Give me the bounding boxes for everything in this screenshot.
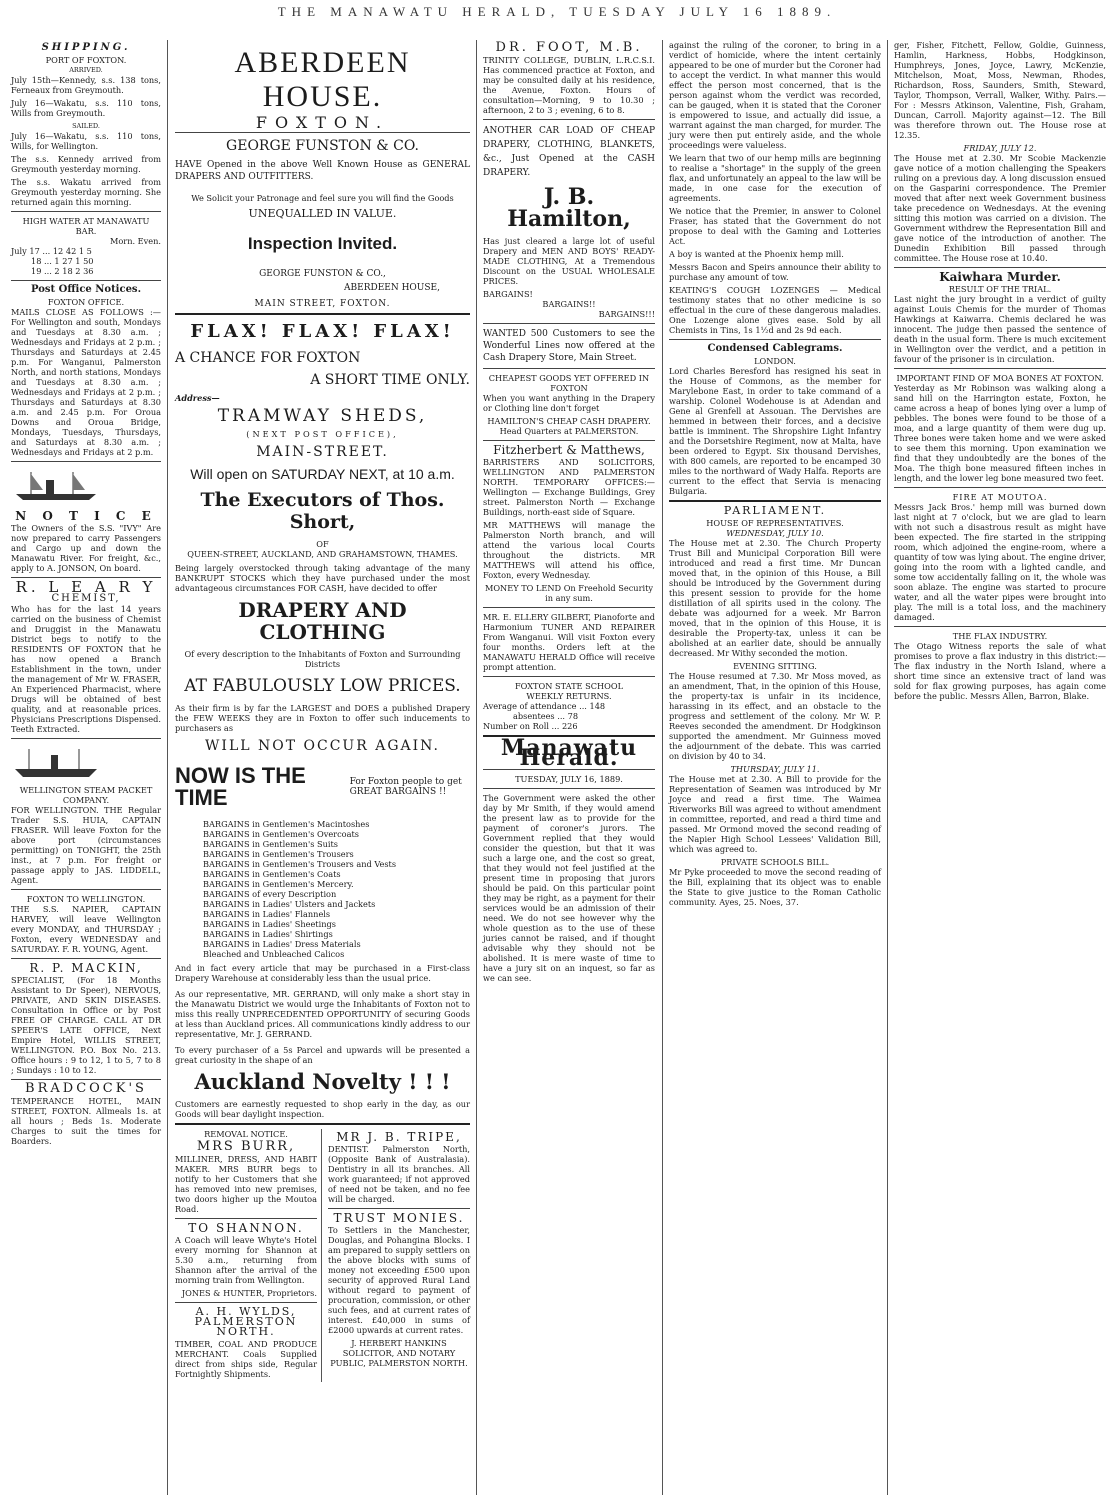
column-rule [476,40,477,1495]
aberdeen-title: ABERDEEN HOUSE. [234,46,411,113]
hamilton-title: J. B. Hamilton, [507,184,631,232]
tripe-body: DENTIST. Palmerston North, (Opposite Bank of Australasia). Dentistry in all its branches. All work guaranteed; if not approved of need not be taken, and no fee will be charged. [328,1144,470,1204]
short-time-text: A SHORT TIME ONLY. [310,372,470,388]
signature-2: ABERDEEN HOUSE, [344,283,440,293]
bradcock-title: BRADCOCK'S [25,1081,147,1096]
divider [483,607,655,608]
not-occur-title: WILL NOT OCCUR AGAIN. [205,738,440,754]
parcel-text: To every purchaser of a 5s Parcel and upwards will be presented a great curiosity in the shape of an [175,1045,470,1065]
head-quarters-text: Head Quarters at PALMERSTON. [499,426,639,436]
napier-title: FOXTON TO WELLINGTON. [26,894,146,904]
of-text: OF [316,539,329,549]
unequalled-text: UNEQUALLED IN VALUE. [248,207,397,220]
cables-title: Condensed Cablegrams. [707,343,843,354]
port-heading: PORT OF FOXTON. [45,55,127,65]
divider [483,119,655,120]
jones-text: JONES & HUNTER, Proprietors. [181,1288,317,1298]
bargain-item: BARGAINS in Gentlemen's Coats [203,869,341,879]
moa-body: Yesterday as Mr Robinson was walking along a sand hill on the Harrington estate, Foxton, he came across a heap of bones lying over a lump of pebbles. The bones were found to be those of a moa, and a large quantity of them were dug up. Three bones were taken home and we were asked to see them this morning. Upon examination we find that they undoubtedly are the bones of the Moa. The thigh bone measured fifteen inches in length, and the lower leg bone measured two feet. [894,383,1106,483]
friday-heading: FRIDAY, JULY 12. [963,143,1037,153]
divider [483,440,655,441]
bargain-item: BARGAINS in Gentlemen's Overcoats [203,829,359,839]
thursday-body: The House met at 2.30. A Bill to provide for the Representation of Seamen was introduced by Mr Joyce and read a first time. The Waimea Riverworks Bill was agreed to without amendment in committee, reported, and read a third time and passed. Mr Ormond moved the second reading of the Napier High School Lessees' Validation Bill, which was agreed to. [669,774,881,854]
divider [483,788,655,789]
high-water-row: 19 ... 2 18 2 36 [31,266,94,276]
school-sub: WEEKLY RETURNS. [526,691,612,701]
trust-body: To Settlers in the Manchester, Douglas, and Pohangina Blocks. I am prepared to supply settlers on the above blocks with sums of money not exceeding £500 upon security of approved Rural Land without regard to payment of procuration, commission, or other such fees, and at current rates of interest. £40,000 in sums of £2000 upwards at current rates. [328,1225,470,1335]
coach-text: A Coach will leave Whyte's Hotel every morning for Shannon at 5.30 a.m., returning from Shannon after the arrival of the morning train from Wellington. [175,1235,317,1285]
solicit-text: We Solicit your Patronage and feel sure you will find the Goods [191,193,454,203]
london-heading: LONDON. [754,356,796,366]
bargains-1: BARGAINS! [483,289,533,299]
bargain-item: BARGAINS in Gentlemen's Mercery. [203,879,354,889]
arrival-1: July 15th—Kennedy, s.s. 138 tons, Ferneaux from Greymouth. [11,75,161,95]
coroner-text: against the ruling of the coroner, to bring in a verdict of homicide, where the intent certainly appeared to be one of murder but the Coroner had to accept the verdict. In what manner this would effect the person most concerned, that is the person against whom the verdict was recorded, can be gauged, when it is stated that the Coroner is empowered to issue, and actually did issue, a warrant against the man charged, for murder. The jury were then put entirely aside, and the whole proceedings were valueless. [669,40,881,150]
column-4 [664,40,886,1495]
thursday-heading: THURSDAY, JULY 11. [730,764,820,774]
chance-text: A CHANCE FOR FOXTON [175,350,361,366]
arrival-2: July 16—Wakatu, s.s. 110 tons, Wills from Greymouth. [11,98,161,118]
divider [11,958,161,959]
notice-body: The Owners of the S.S. "IVY" Are now prepared to carry Passengers and Cargo up and down the Manawatu River. For freight, &c., apply to A. JONSON, On board. [11,523,161,573]
mackin-title: R. P. MACKIN, [29,961,143,975]
when-want-text: When you want anything in the Drapery or Clothing line don't forget [483,393,655,413]
mails-text: MAILS CLOSE AS FOLLOWS :— For Wellington and south, Mondays and Tuesdays at 8.30 a.m. ; Wednesdays and Fridays at 2 p.m. ; Thursdays and Saturdays at 2.45 p.m. For Wanganui, Palmerston North, and north stations, Mondays and Tuesdays at 8.30 a.m. ; Wednesdays and Fridays at 2 p.m. ; Thursdays and Saturdays at 8.30 a.m. and 2.45 p.m. For Oroua Downs and Oroua Bridge, Mondays, Tuesdays, Thursdays, and Saturdays at 8.30 a.m. ; Wednesdays and Fridays at 2 p.m. [11,307,161,457]
timber-text: TIMBER, COAL AND PRODUCE MERCHANT. Coals Supplied direct from ships side, Regular Fortnightly Shipments. [175,1339,317,1379]
post-office-title: Post Office Notices. [30,284,142,295]
arrived-heading: ARRIVED. [69,66,103,74]
bargains-3: BARGAINS!!! [598,309,655,319]
divider [11,280,161,281]
boy-text: A boy is wanted at the Phoenix hemp mill. [669,249,844,259]
friday-body: The House met at 2.30. Mr Scobie Mackenzie gave notice of a motion challenging the Speakers ruling on a previous day. A long discussion ensued on the Gasparini correspondence. The Premier moved that after next week Government business take precedence on Wednesdays. At the evening sitting this motion was carried on a division. The Government withdrew the Representation Bill and gave notice of the introduction of another. The Dunedin Exhibition Bill passed through committee. The House rose at 10.40. [894,153,1106,263]
shannon-title: TO SHANNON. [188,1221,304,1235]
every-article-text: And in fact every article that may be purchased in a First-class Drapery Warehouse at considerably less than the usual price. [175,963,470,983]
wsp-title: WELLINGTON STEAM PACKET COMPANY. [19,785,153,805]
low-prices-title: AT FABULOUSLY LOW PRICES. [184,676,461,696]
school-row: Number on Roll ... 226 [483,721,578,731]
bargain-item: BARGAINS in Gentlemen's Suits [203,839,338,849]
industry-title: THE FLAX INDUSTRY. [952,631,1048,641]
bargain-item: BARGAINS in Ladies' Sheetings [203,919,336,929]
masthead: THE MANAWATU HERALD, TUESDAY JULY 16 1889. [277,4,837,19]
cables-text: Lord Charles Beresford has resigned his seat in the House of Commons, as the member for Marylebone East, in order to take command of a warship. Colonel Wodehouse is at Adendan and Gene al Grenfell at Assouan. The Dervishes are hemmed in between their forces, and a decisive battle is imminent. The Shropshire Light Infantry and the Dorsetshire Regiment, now at Malta, have been ordered to Egypt. Six thousand Dervishes, with 800 camels, are reported to be encamped 30 miles to the northward of Wady Halfa. Reports are current to the effect that Servia is menacing Bulgaria. [669,366,881,496]
divider [11,738,161,739]
flax-title: FLAX! FLAX! FLAX! [190,321,455,342]
sailing-1: July 16—Wakatu, s.s. 110 tons, Wills, for Wellington. [11,131,161,151]
hamilton-body: Has just cleared a large lot of useful Drapery and MEN AND BOYS' READY-MADE CLOTHING, At a Tremendous Discount on the USUAL WHOLESALE PRICES. [483,236,655,286]
divider [669,339,881,340]
editorial-text: The Government were asked the other day by Mr Smith, if they would amend the present law as to provide for the payment of coroner's jurors. The Government replied that they would consider the question, but that it was such a large one, and the cost so great, that they would not feel justified at the present time in proposing that jurors should be paid. On this particular point they may be right, as a payment for their services would be an admission of their need. We do not see however why the whole question as to the use of these juries cannot be raised, and if thought advisable why they should not be abolished. It is mere waste of time to have a jury sit on an inquest, so far as we can see. [483,793,655,983]
divider [483,368,655,369]
steamer-icon [11,747,101,779]
school-row: Average of attendance ... 148 [483,701,606,711]
wsp-body: FOR WELLINGTON. THE Regular Trader S.S. HUIA, CAPTAIN FRASER. Will leave Foxton for the above port (circumstances permitting) on TONIGHT, the 25th inst., at 7 p.m. For freight or passage apply to JAS. LIDDELL, Agent. [11,805,161,885]
private-heading: PRIVATE SCHOOLS BILL. [720,857,830,867]
gilbert-text: MR. E. ELLERY GILBERT, Pianoforte and Harmonium TUNER AND REPAIRER From Wanganui. Will visit Foxton every four months. Orders left at the MANAWATU HERALD Office will receive prompt attention. [483,612,655,672]
now-is-the-time-title: NOW IS THE TIME [175,763,306,810]
matthews-text: MR MATTHEWS will manage the Palmerston North branch, and will attend the various local Courts throughout the districts. MR MATTHEWS will attend his office, Foxton, every Wednesday. [483,520,655,580]
divider [894,487,1106,488]
kaiwhara-sub: RESULT OF THE TRIAL. [948,284,1052,294]
bargain-item: BARGAINS of every Description [203,889,337,899]
divider [894,267,1106,268]
burr-body: MILLINER, DRESS, AND HABIT MAKER. MRS BURR begs to notify to her Customers that she has removed into new premises, two doors higher up the Moutoa Road. [175,1154,317,1214]
divider [328,1208,470,1209]
premier-text: We notice that the Premier, in answer to Colonel Fraser, has stated that the Government do not propose to deal with the Gaming and Lotteries Act. [669,206,881,246]
overstocked-text: Being largely overstocked through taking advantage of the many BANKRUPT STOCKS which they have purchased under the most advantageous circumstances FOR CASH, have decided to offer [175,563,470,593]
high-water-head: Morn. Even. [109,236,161,246]
bargain-item: BARGAINS in Gentlemen's Trousers and Vests [203,859,397,869]
bargain-item: BARGAINS in Ladies' Ulsters and Jackets [203,899,376,909]
high-water-row: July 17 ... 12 42 1 5 [11,246,92,256]
divider [483,676,655,677]
divider [11,889,161,890]
column-rule [167,40,168,1495]
bargains-2: BARGAINS!! [542,299,596,309]
column-3 [478,40,660,1495]
divider [175,1123,470,1125]
parliament-title: PARLIAMENT. [723,504,827,517]
column-5 [889,40,1111,1495]
representative-text: As our representative, MR. GERRAND, will only make a short stay in the Manawatu District we would urge the Inhabitants of Foxton not to miss this really UNPRECEDENTED OPPORTUNITY of securing Goods at less than Auckland prices. All communications kindly address to our representative, Mr. J. GERRAND. [175,989,470,1039]
column-1 [6,40,166,1495]
leary-title: R. L E A R Y [15,578,157,596]
another-car-text: ANOTHER CAR LOAD OF CHEAP DRAPERY, CLOTHING, BLANKETS, &c., Just Opened at the CASH DRAPERY. [483,126,655,178]
napier-body: THE S.S. NAPIER, CAPTAIN HARVEY, will leave Wellington every MONDAY, and THURSDAY ; Foxton, every WEDNESDAY and SATURDAY. F. R. YOUNG, Agent. [11,904,161,954]
divider [894,368,1106,369]
parliament-body: The House met at 2.30. The Church Property Trust Bill and Municipal Corporation Bill were introduced and read a first time. Mr Duncan moved that, in the opinion of this House, a Bill should be introduced by the Government during this present session to provide for the home distillation of all spirits used in the colony. The debate was adjourned for a week. Mr Barron moved, that in the opinion of this House, it is desirable the Property-tax, unless it can be abolished at an earlier date, should be annually decreased. Mr Withy seconded the motion. [669,538,881,658]
drapery-title: DRAPERY AND CLOTHING [238,598,407,644]
divider [11,461,161,462]
notice-title: N O T I C E [15,509,157,523]
column-rule [662,40,663,1495]
queen-street-text: QUEEN-STREET, AUCKLAND, AND GRAHAMSTOWN, THAMES. [187,549,458,559]
cheapest-text: CHEAPEST GOODS YET OFFERED IN FOXTON [488,373,650,393]
parliament-date: WEDNESDAY, JULY 10. [726,528,824,538]
divider [11,1079,161,1080]
money-text: MONEY TO LEND On Freehold Security in any sum. [484,583,654,603]
fitz-body: BARRISTERS AND SOLICITORS, WELLINGTON AND PALMERSTON NORTH. TEMPORARY OFFICES:— Wellington — Exchange Buildings, Grey street. Palmerston North — Exchange Buildings, north-east side of Square. [483,457,655,517]
for-foxton-text: For Foxton people to get GREAT BARGAINS !! [349,777,462,797]
high-water-row: 18 ... 1 27 1 50 [31,256,94,266]
column-rule [887,40,888,1495]
executors-title: The Executors of Thos. Short, [200,489,445,533]
evening-heading: EVENING SITTING. [733,661,817,671]
leary-body: Who has for the last 14 years carried on the business of Chemist and Druggist in the Manawatu District begs to notify to the RESIDENTS OF FOXTON that he has now opened a Branch Establishment in the town, under the management of Mr W. FRASER, An Experienced Pharmacist, where Drugs will be obtained of best quality, and at reasonable prices. Physicians Prescriptions Dispensed. Teeth Extracted. [11,604,161,734]
bargain-item: BARGAINS in Ladies' Dress Materials [203,939,361,949]
divider [175,132,470,133]
divider [11,211,161,212]
evening-body: The House resumed at 7.30. Mr Moss moved, as an amendment, That, in the opinion of this House, the property-tax is unfair in its incidence, harassing in its effect, and an obstacle to the progress and settlement of the colony. Mr W. P. Reeves seconded the amendment. Dr Hodgkinson supported the amendment. Mr Guinness moved the adjournment of the debate. This was carried on division by 40 to 34. [669,671,881,761]
divider [669,500,881,502]
moa-title: IMPORTANT FIND OF MOA BONES AT FOXTON. [896,373,1104,383]
wanted-text: WANTED 500 Customers to see the Wonderful Lines now offered at the Cash Drapery Store, Main Street. [483,329,655,363]
sailed-heading: SAILED. [72,122,100,130]
tramway-title: TRAMWAY SHEDS, [217,406,428,426]
leary-sub: CHEMIST, [51,593,121,604]
divider [483,323,655,324]
bargain-item: Bleached and Unbleached Calicos [203,949,345,959]
fitz-title: Fitzherbert & Matthews, [493,443,645,457]
bargain-item: BARGAINS in Gentlemen's Trousers [203,849,354,859]
steamship-icon [11,470,101,502]
funston-title: GEORGE FUNSTON & CO. [226,138,419,154]
foot-body: TRINITY COLLEGE, DUBLIN, L.R.C.S.I. Has commenced practice at Foxton, and may be consulted daily at his residence, the Avenue, Foxton. Hours of consultation—Morning, 9 to 10.30 ; afternoon, 2 to 3 ; evening, 6 to 8. [483,55,655,115]
shipping-title: SHIPPING. [41,42,131,53]
divider [894,626,1106,627]
post-office-sub: FOXTON OFFICE. [47,297,125,307]
removal-title: REMOVAL NOTICE. [204,1129,288,1139]
bargain-item: BARGAINS in Ladies' Shirtings [203,929,333,939]
trust-title: TRUST MONIES. [333,1211,465,1225]
private-body: Mr Pyke proceeded to move the second reading of the Bill, explaining that its object was to enable the State to give justice to the Roman Catholic community. Ayes, 25. Noes, 37. [669,867,881,907]
keating-text: KEATING'S COUGH LOZENGES — Medical testimony states that no other medicine is so effectual in the cure of these dangerous maladies. One Lozenge alone gives ease. Sold by all Chemists in Tins, 1s 1½d and 2s 9d each. [669,285,881,335]
will-open-text: Will open on SATURDAY NEXT, at 10 a.m. [190,466,455,482]
foxton-heading: FOXTON. [255,113,390,132]
mackin-body: SPECIALIST, (For 18 Months Assistant to Dr Speer), NERVOUS, PRIVATE, AND SKIN DISEASES. Consultation in Office or by Post FREE OF CHARGE. CALL AT DR SPEER'S LATE OFFICE, Next Empire Hotel, WILLIS STREET, WELLINGTON. P.O. Box No. 213. Office hours : 9 to 12, 1 to 5, 7 to 8 ; Sundays : 10 to 12. [11,975,161,1075]
herald-date: TUESDAY, JULY 16, 1889. [515,774,623,784]
bargain-item: BARGAINS in Gentlemen's Macintoshes [203,819,370,829]
high-water-title: HIGH WATER AT MANAWATU BAR. [22,216,150,236]
burr-title: MRS BURR, [196,1139,296,1154]
few-weeks-text: As their firm is by far the LARGEST and DOES a published Drapery the FEW WEEKS they are in Foxton to offer such inducements to purchasers as [175,703,470,733]
shipping-note-2: The s.s. Wakatu arrived from Greymouth yesterday morning. She returned again this morning. [11,177,161,207]
parliament-sub: HOUSE OF REPRESENTATIVES. [706,518,844,528]
bargain-item: BARGAINS in Ladies' Flannels [203,909,331,919]
bradcock-body: TEMPERANCE HOTEL, MAIN STREET, FOXTON. Allmeals 1s. at all hours ; Beds 1s. Moderate Charges to suit the times for Boarders. [11,1096,161,1146]
signature-3: MAIN STREET, FOXTON. [254,299,391,309]
divider [175,313,470,315]
bacon-text: Messrs Bacon and Speirs announce their ability to purchase any amount of tow. [669,262,881,282]
divider [175,1218,317,1219]
kaiwhara-body: Last night the jury brought in a verdict of guilty against Louis Chemis for the murder of Thomas Hawkings at Kaiwarra. Chemis declared he was innocent. The judge then passed the sentence of death in the usual form. There is much excitement in Wellington over the verdict, and a petition in favour of the prisoner is in circulation. [894,294,1106,364]
shipping-note-1: The s.s. Kennedy arrived from Greymouth yesterday morning. [11,154,161,174]
column-2 [170,40,475,1495]
division-text: ger, Fisher, Fitchett, Fellow, Goldie, Guinness, Hamlin, Harkness, Hobbs, Hodgkinson, Humphreys, Jones, Joyce, Lawry, McKenzie, Mitchelson, Moat, Moss, Newman, Rhodes, Richardson, Ross, Saunders, Smith, Steward, Taylor, Thompson, Verrall, Walker, Withy. Pairs.—For : Messrs Atkinson, Valentine, Fish, Graham, Duncan, Carroll. Majority against—12. The Bill was therefore thrown out. The House rose at 12.35. [894,40,1106,140]
fire-title: FIRE AT MOUTOA. [952,492,1048,502]
daylight-text: Customers are earnestly requested to shop early in the day, as our Goods will bear daylight inspection. [175,1099,470,1119]
school-title: FOXTON STATE SCHOOL [514,681,624,691]
address-label: Address— [175,393,220,403]
kaiwhara-title: Kaiwhara Murder. [939,270,1061,284]
tripe-title: MR J. B. TRIPE, [336,1130,462,1144]
hamiltons-text: HAMILTON'S CHEAP CASH DRAPERY. [487,416,651,426]
wylds-title: A. H. WYLDS, PALMERSTON NORTH. [194,1305,298,1338]
hankins-text: J. HERBERT HANKINS SOLICITOR, AND NOTARY PUBLIC, PALMERSTON NORTH. [330,1338,468,1368]
divider [175,1302,317,1303]
opened-text: HAVE Opened in the above Well Known House as GENERAL DRAPERS AND OUTFITTERS. [175,160,470,182]
next-po-text: (NEXT POST OFFICE), [246,429,399,439]
signature-1: GEORGE FUNSTON & CO., [259,269,386,279]
hemp-text: We learn that two of our hemp mills are beginning to realise a "shortage" in the supply of the green flax, and unfortunately an appeal to the law will be made, in one case for the execution of agreements. [669,153,881,203]
novelty-title: Auckland Novelty ! ! ! [194,1069,451,1094]
every-description-text: Of every description to the Inhabitants of Foxton and Surrounding Districts [184,649,461,669]
fire-body: Messrs Jack Bros.' hemp mill was burned down last night at 7 o'clock, but we are glad to learn with not such a disastrous result as might have been expected. The fire started in the stripping room, which adjoined the engine-room, where a quantity of tow was lying about. The engine driver, going into the room with a lighted candle, and some tow accidentally falling on it, the whole was soon ablaze. The engine was started to procure water, and all the water pipes were brought into play. The mill is a total loss, and the machinery damaged. [894,502,1106,622]
foot-title: DR. FOOT, M.B. [495,40,643,55]
industry-body: The Otago Witness reports the sale of what promises to prove a flax industry in this district:—The flax industry in the North Island, where a short time since an extensive tract of land was sold for flax growing purposes, has again come before the public. Messrs Allen, Barron, Blake. [894,641,1106,701]
herald-title: Manawatu Herald. [500,735,638,771]
inspection-text: Inspection Invited. [247,234,398,253]
main-street-text: MAIN-STREET. [256,444,389,460]
school-row: absentees ... 78 [513,711,579,721]
